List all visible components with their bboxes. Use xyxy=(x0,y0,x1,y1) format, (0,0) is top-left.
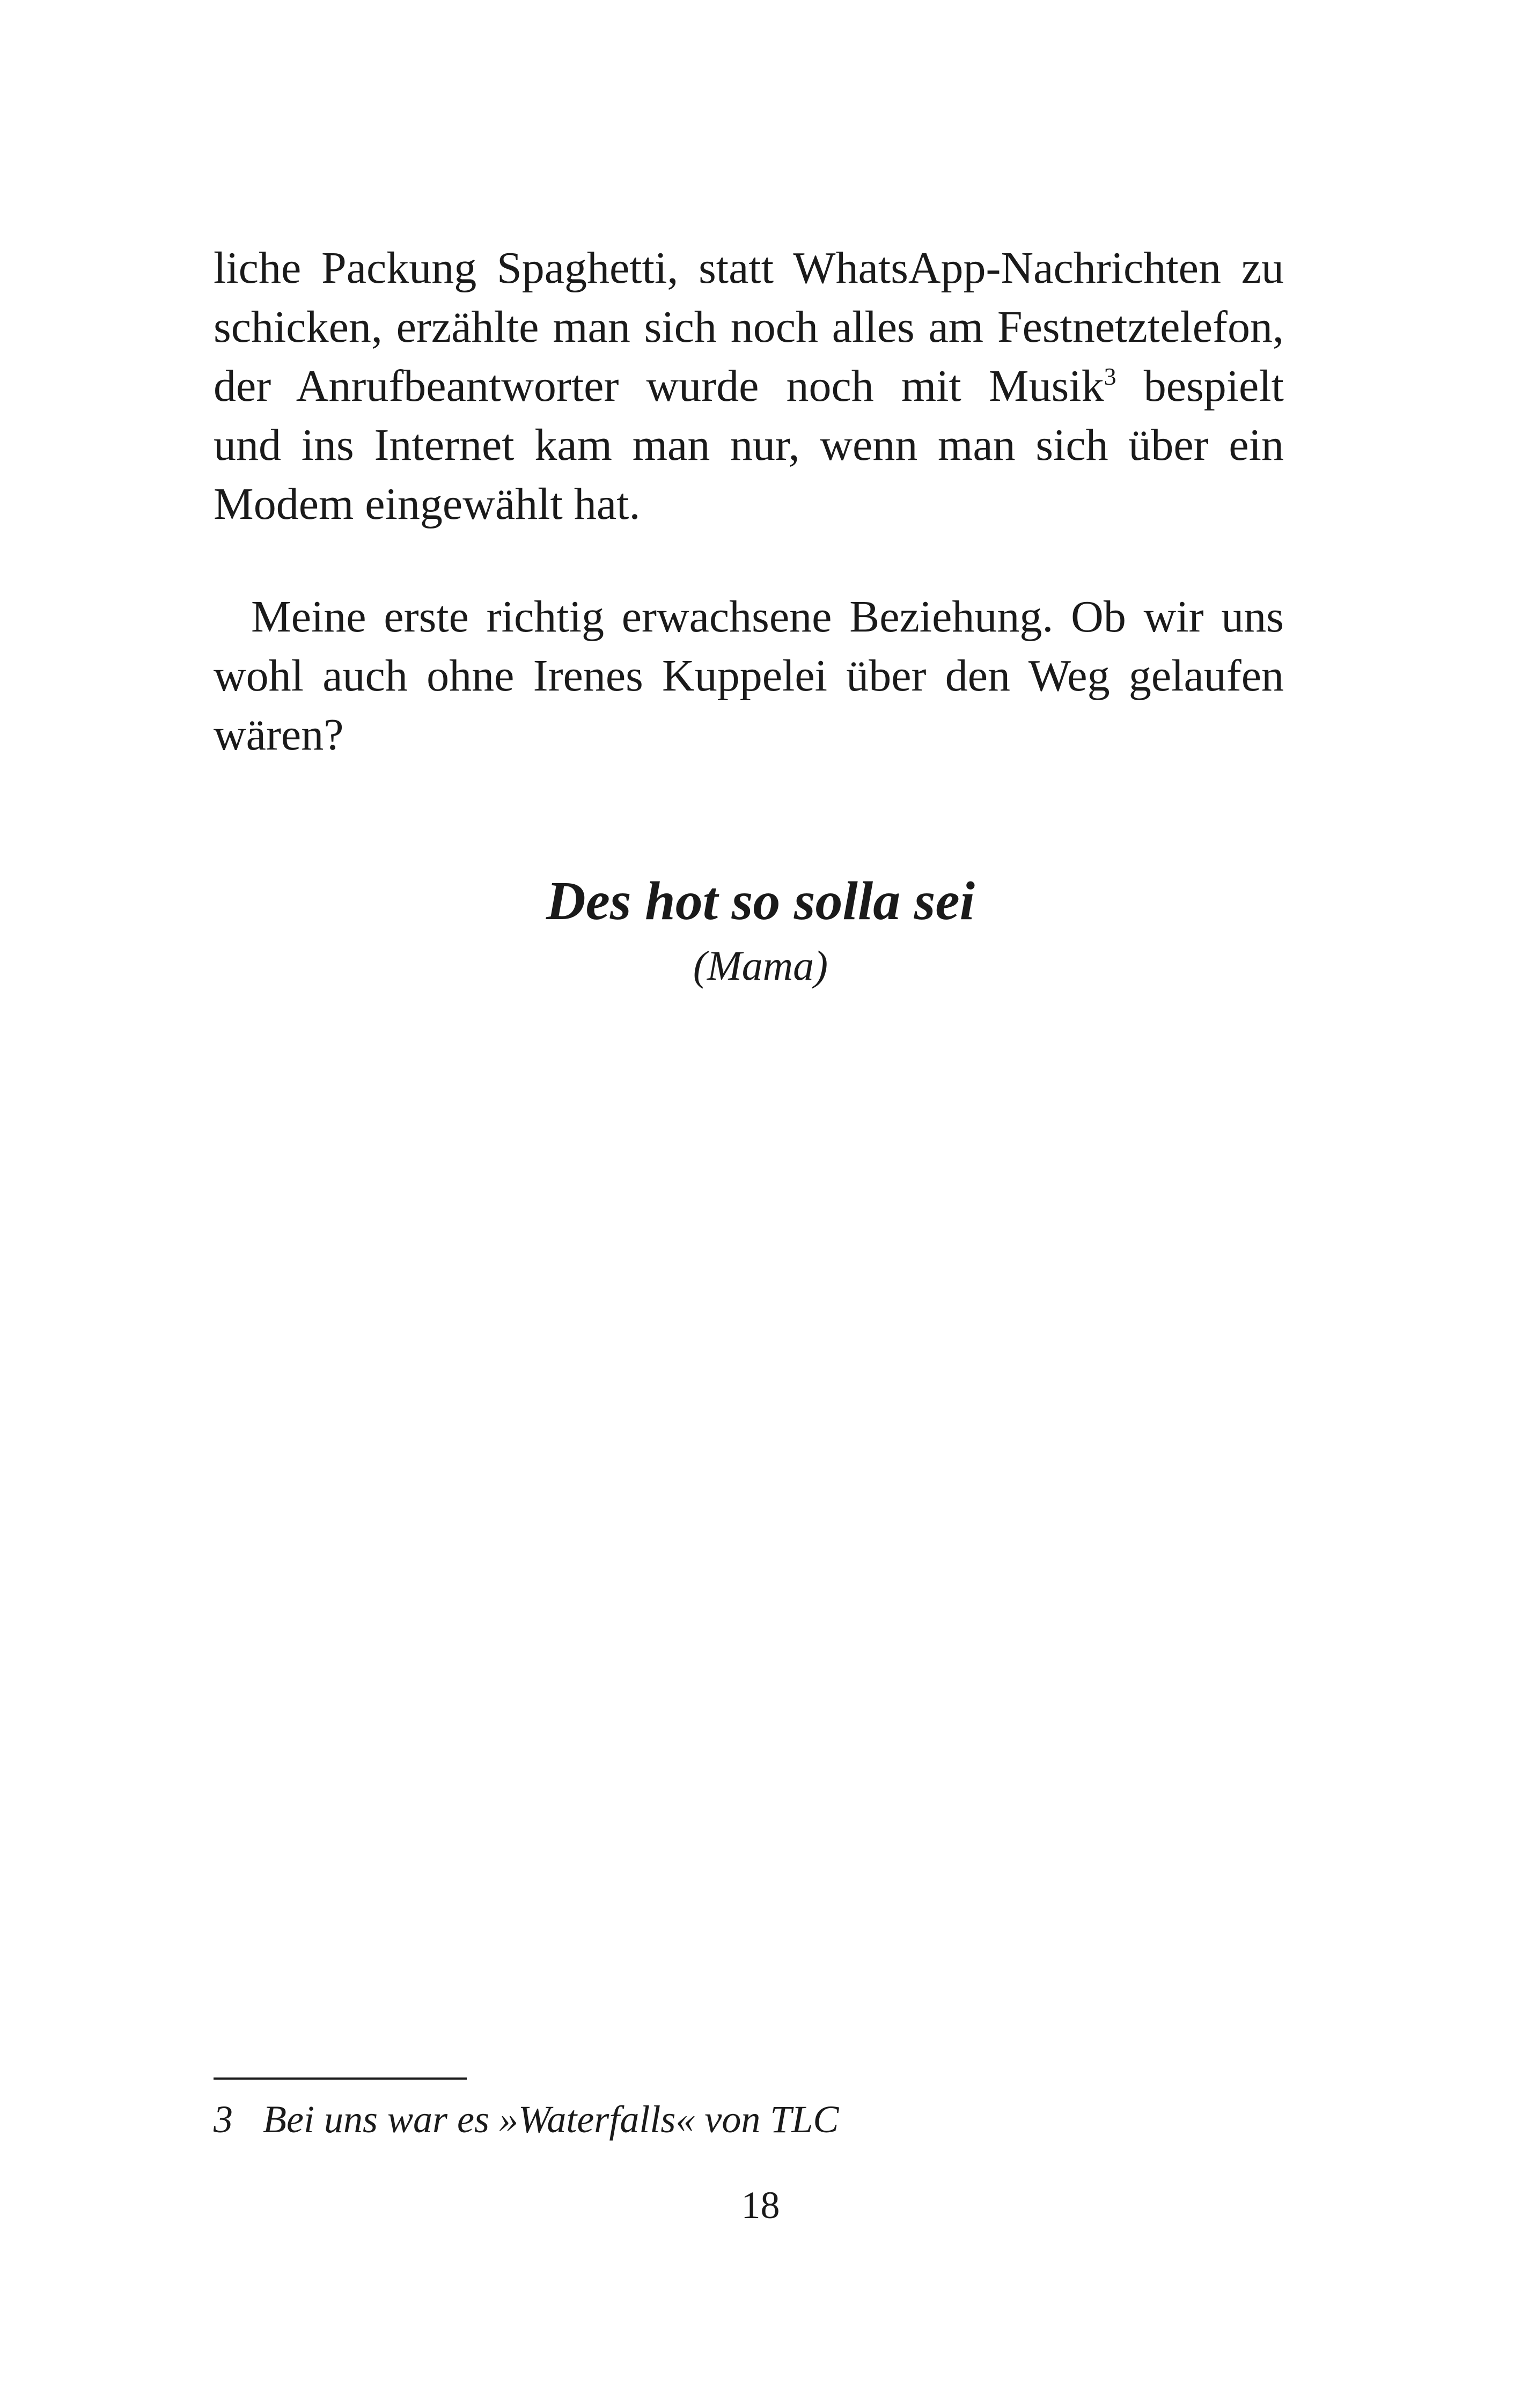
footnote-divider xyxy=(214,2077,467,2080)
text-line: wohl auch ohne Irenes Kuppelei über den Weg gelaufen xyxy=(214,651,1284,701)
text-segment: der Anrufbeantworter wurde noch mit Musik xyxy=(214,361,1104,411)
text-line: und ins Internet kam man nur, wenn man sich über ein xyxy=(214,420,1284,470)
footnote-number: 3 xyxy=(214,2098,233,2141)
footnote xyxy=(214,2093,839,2146)
section-heading: Des hot so solla sei xyxy=(546,871,975,931)
page-number: 18 xyxy=(741,2184,780,2227)
text-segment: bespielt xyxy=(1116,361,1284,411)
body-paragraph-2 xyxy=(214,588,1284,765)
footnote-text: Bei uns war es »Waterfalls« von TLC xyxy=(263,2098,839,2141)
text-line-with-footnote-ref xyxy=(214,357,1284,416)
text-line: schicken, erzählte man sich noch alles am Festnetztelefon, xyxy=(214,302,1284,352)
text-line: Meine erste richtig erwachsene Beziehung. Ob wir uns xyxy=(251,592,1284,642)
heading-attribution: (Mama) xyxy=(693,942,828,989)
body-paragraph-1 xyxy=(214,239,1284,534)
footnote-reference[interactable]: 3 xyxy=(1104,363,1116,390)
text-line: Modem eingewählt hat. xyxy=(214,479,641,529)
text-line: liche Packung Spaghetti, statt WhatsApp-Nachrichten zu xyxy=(214,243,1284,293)
text-line: wären? xyxy=(214,710,344,760)
